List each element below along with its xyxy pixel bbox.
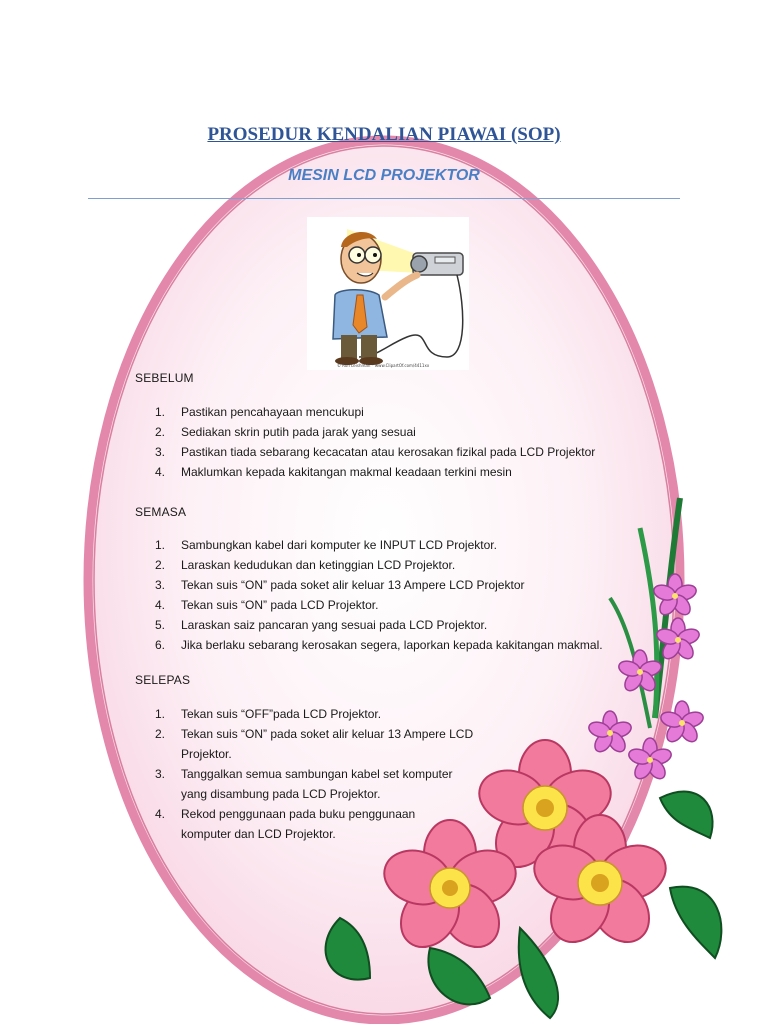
section-heading-semasa: SEMASA — [135, 505, 187, 519]
flower-decoration — [310, 478, 740, 1024]
list-item: 3. Tekan suis “ON” pada soket alir keluar 13 Ampere LCD Projektor — [155, 578, 525, 592]
illustration-credit: © Ron Leishman * www.ClipartOf.com/4411xx — [337, 363, 430, 368]
list-item: 4. Tekan suis “ON” pada LCD Projektor. — [155, 598, 379, 612]
divider-line — [88, 198, 680, 199]
list-item: 2. Sediakan skrin putih pada jarak yang sesuai — [155, 425, 416, 439]
sebelum-list — [155, 402, 595, 482]
document-subtitle: MESIN LCD PROJEKTOR — [288, 167, 480, 184]
list-item: 2. Laraskan kedudukan dan ketinggian LCD Projektor. — [155, 558, 456, 572]
list-item: 4. Rekod penggunaan pada buku penggunaan komputer dan LCD Projektor. — [155, 807, 416, 841]
list-item: 3. Tanggalkan semua sambungan kabel set komputer yang disambung pada LCD Projektor. — [155, 767, 453, 801]
list-item: 2. Tekan suis “ON” pada soket alir keluar 13 Ampere LCD Projektor. — [155, 727, 474, 761]
projector-cartoon-illustration — [307, 217, 469, 370]
list-item: 1. Sambungkan kabel dari komputer ke INPUT LCD Projektor. — [155, 538, 497, 552]
document-title: PROSEDUR KENDALIAN PIAWAI (SOP) — [207, 124, 561, 145]
list-item: 3. Pastikan tiada sebarang kecacatan atau kerosakan fizikal pada LCD Projektor — [155, 445, 596, 459]
list-item: 1. Pastikan pencahayaan mencukupi — [155, 405, 364, 419]
list-item: 1. Tekan suis “OFF”pada LCD Projektor. — [155, 707, 382, 721]
section-heading-selepas: SELEPAS — [135, 673, 191, 687]
list-item: 6. Jika berlaku sebarang kerosakan segera, laporkan kepada kakitangan makmal. — [155, 638, 603, 652]
projector-icon — [411, 253, 463, 275]
section-heading-sebelum: SEBELUM — [135, 371, 194, 385]
list-item: 5. Laraskan saiz pancaran yang sesuai pada LCD Projektor. — [155, 618, 488, 632]
list-item: 4. Maklumkan kepada kakitangan makmal keadaan terkini mesin — [155, 465, 512, 479]
